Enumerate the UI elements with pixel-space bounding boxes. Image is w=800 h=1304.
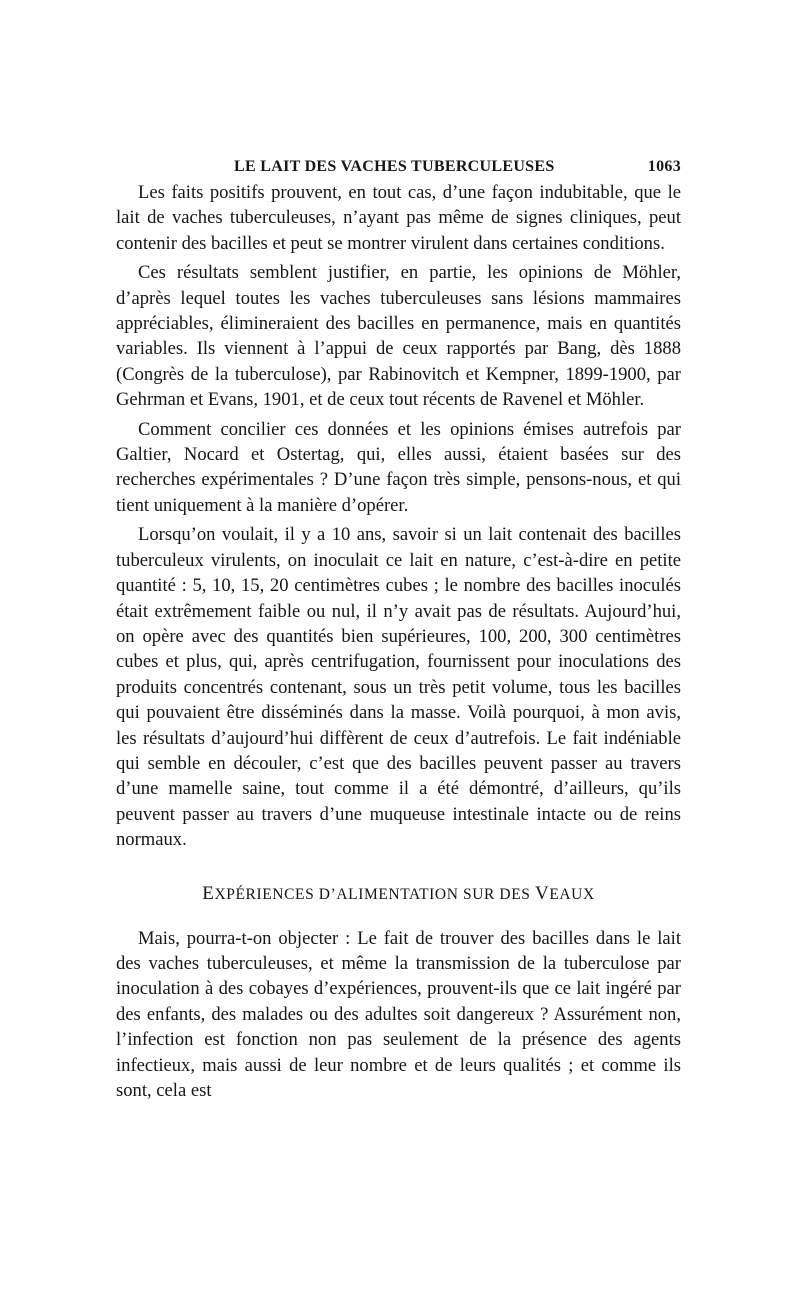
paragraph: Ces résultats semblent justifier, en partie, les opinions de Möhler, d’après lequel toutes les vaches tuberculeuses sans lésions mammaires appréciables, élimineraient des bacilles en permanence, mais en quantités variables. Ils viennent à l’appui de ceux rapportés par Bang, dès 1888 (Congrès de la tuberculose), par Rabinovitch et Kempner, 1899-1900, par Gehrman et Evans, 1901, et de ceux tout récents de Ravenel et Möhler. (116, 262, 681, 411)
book-page (116, 150, 681, 1107)
page-number: 1063 (647, 158, 681, 175)
section-heading-initial: V (534, 882, 550, 904)
section-heading-text: XPÉRIENCES D’ALIMENTATION SUR DES (214, 885, 535, 903)
section-heading (116, 883, 681, 906)
paragraph: Mais, pourra-t-on objecter : Le fait de trouver des bacilles dans le lait des vaches tuberculeuses, et même la transmission de la tuberculose par inoculation à des cobayes d’expériences, prouvent-ils que ce lait ingéré par des enfants, des malades ou des adultes soit dangereux ? Assurément non, l’infection est fonction non pas seulement de la présence des agents infectieux, mais aussi de leur nombre et de leurs qualités ; et comme ils sont, cela est (116, 927, 681, 1101)
paragraph: Lorsqu’on voulait, il y a 10 ans, savoir si un lait contenait des bacilles tuberculeux virulents, on inoculait ce lait en nature, c’est-à-dire en petite quantité : 5, 10, 15, 20 centimètres cubes ; le nombre des bacilles inoculés était extrêmement faible ou nul, il n’y avait pas de résultats. Aujourd’hui, on opère avec des quantités bien supérieures, 100, 200, 300 centimètres cubes et plus, qui, après centrifugation, fournissent pour inoculations des produits concentrés contenant, sous un très petit volume, tous les bacilles qui pouvaient être disséminés dans la masse. Voilà pourquoi, à mon avis, les résultats d’aujourd’hui diffèrent de ceux d’autrefois. Le fait indéniable qui semble en découler, c’est que des bacilles peuvent passer au travers d’une mamelle saine, tout comme il a été démontré, d’ailleurs, qu’ils peuvent passer au travers d’une muqueuse intestinale intacte ou de reins normaux. (116, 524, 681, 851)
running-header (116, 150, 681, 180)
running-title: LE LAIT DES VACHES TUBERCULEUSES (234, 158, 555, 175)
section-heading-text: EAUX (549, 885, 595, 903)
section-heading-initial: E (202, 882, 215, 904)
body-text (116, 180, 681, 1103)
paragraph: Comment concilier ces données et les opinions émises autrefois par Galtier, Nocard et Ostertag, qui, elles aussi, étaient basées sur des recherches expérimentales ? D’une façon très simple, pensons-nous, et qui tient uniquement à la manière d’opérer. (116, 418, 681, 516)
paragraph: Les faits positifs prouvent, en tout cas, d’une façon indubitable, que le lait de vaches tuberculeuses, n’ayant pas même de signes cliniques, peut contenir des bacilles et peut se montrer virulent dans certaines conditions. (116, 182, 681, 254)
